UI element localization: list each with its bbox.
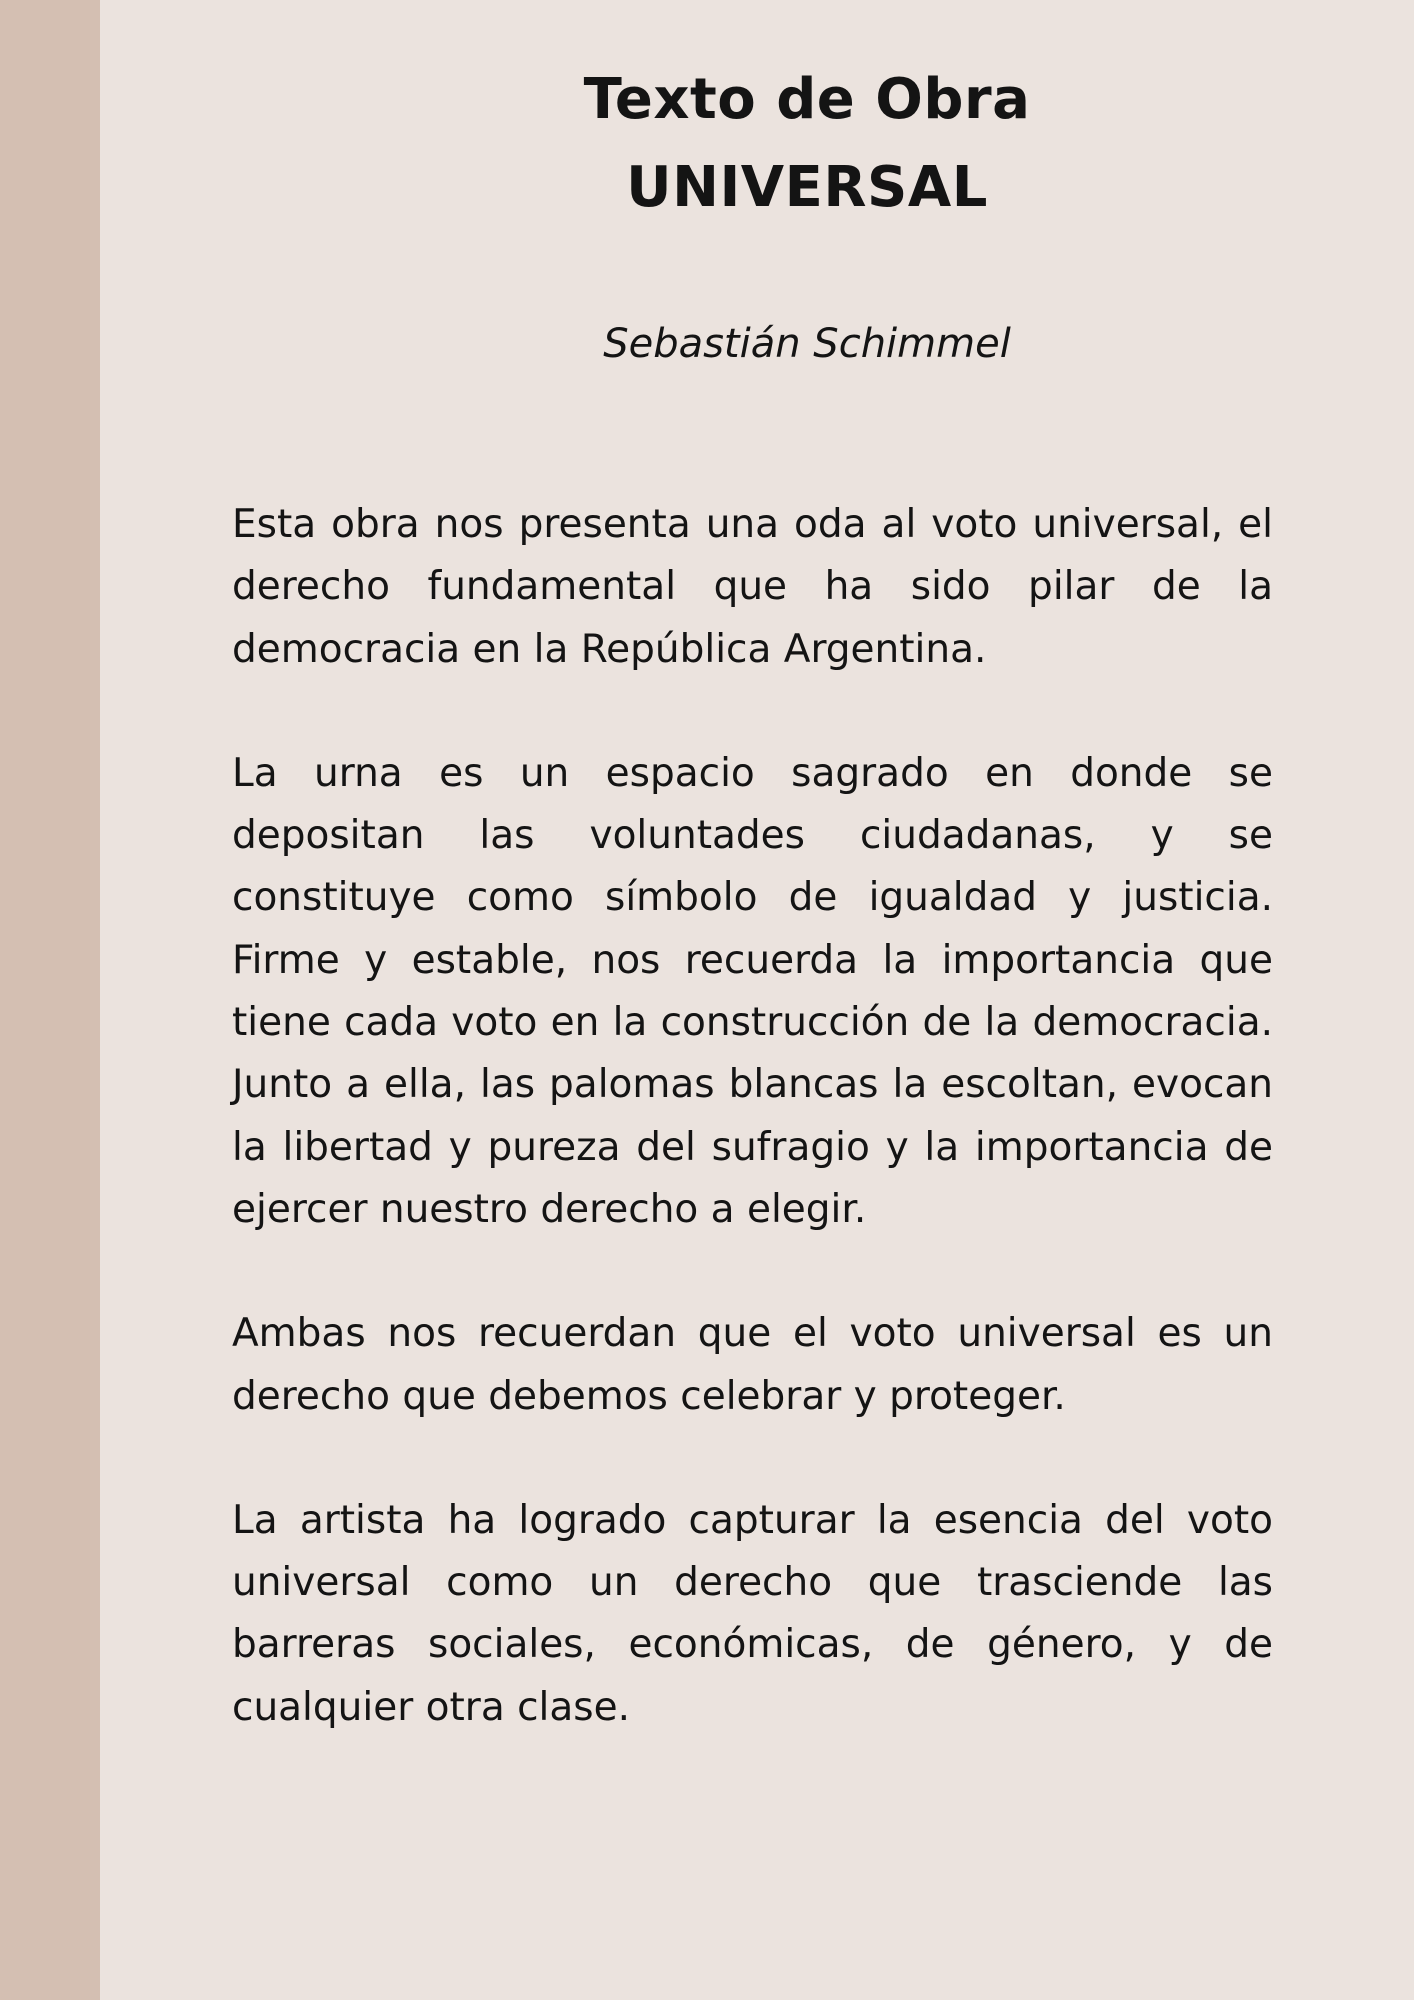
paragraph-1: Esta obra nos presenta una oda al voto universal, el derecho fundamental que ha sido pilar de la democracia en la República Argentina. xyxy=(232,502,1273,672)
document-title xyxy=(413,56,1201,232)
title-line-1: Texto de Obra xyxy=(583,67,1031,132)
paragraph-4: La artista ha logrado capturar la esencia del voto universal como un derecho que trasciende las barreras sociales, económicas, de género, y de cualquier otra clase. xyxy=(232,1497,1273,1730)
document-body xyxy=(232,494,1273,1801)
document-page xyxy=(100,0,1414,2000)
paragraph-3: Ambas nos recuerdan que el voto universal es un derecho que debemos celebrar y proteger. xyxy=(232,1311,1273,1419)
title-line-2: UNIVERSAL xyxy=(626,155,988,220)
author-name: Sebastián Schimmel xyxy=(603,321,1011,367)
decorative-side-band xyxy=(0,0,100,2000)
paragraph-2: La urna es un espacio sagrado en donde se depositan las voluntades ciudadanas, y se constituye como símbolo de igualdad y justicia. Firme y estable, nos recuerda la importancia que tiene cada voto en la construcción de la democracia. Junto a ella, las palomas blancas la escoltan, evocan la libertad y pureza del sufragio y la importancia de ejercer nuestro derecho a elegir. xyxy=(232,750,1273,1232)
